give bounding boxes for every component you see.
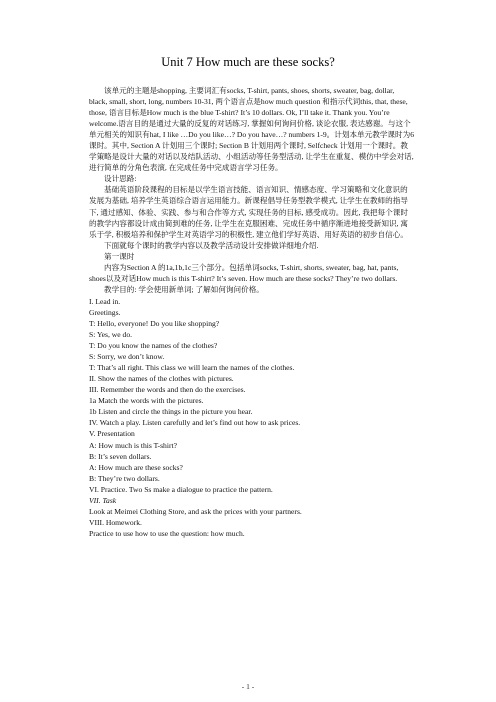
dialogue-line: T: Hello, everyone! Do you like shopping? bbox=[89, 318, 220, 328]
step-heading: VII. Task bbox=[89, 495, 117, 505]
paragraph-design-idea: 基础英语阶段课程的目标是以学生语言技能、语言知识、情感态度、学习策略和文化意识的发展为基础, 培养学生英语综合语言运用能力。新课程倡导任务型教学模式, 让学生在教师的指导下, 通过感知、体验、实践、参与和合作等方式, 实现任务的目标, 感受成功。因此, 我把每个课时的教学内容都设计成由简到难的任务, 让学生在克服困难、完成任务中循序渐进地接受新知识, 寓乐于学, 积极培养和保护学生对英语学习的积极性, 建立他们学好英语、用好英语的初步自信心。 bbox=[89, 185, 408, 239]
line-lead-in: I. Lead in. bbox=[89, 296, 121, 306]
step-heading: IV. Watch a play. Listen carefully and let’s find out how to ask prices. bbox=[89, 418, 301, 428]
dialogue-line: A: How much are these socks? bbox=[89, 462, 183, 472]
dialogue-line: B: They’re two dollars. bbox=[89, 473, 160, 483]
exercise-line: 1a Match the words with the pictures. bbox=[89, 396, 204, 406]
document-body bbox=[89, 85, 414, 539]
page-title: Unit 7 How much are these socks? bbox=[161, 55, 335, 69]
line-greetings: Greetings. bbox=[89, 307, 121, 317]
paragraph-design-heading: 设计思路: bbox=[104, 174, 137, 184]
dialogue-line: A: How much is this T-shirt? bbox=[89, 440, 177, 450]
homework-line: Practice to use how to use the question: how much. bbox=[89, 528, 245, 538]
step-heading: VIII. Homework. bbox=[89, 517, 142, 527]
paragraph-lesson-content: 内容为Section A 的1a,1b,1c三个部分。包括单词socks, T-shirt, shorts, sweater, bag, hat, pants, shoes以及对话How much is this T-shirt? It’s seven. How much are these socks? They’re two dollars. bbox=[89, 262, 399, 283]
page-number: - 1 - bbox=[241, 682, 255, 691]
step-heading: II. Show the names of the clothes with pictures. bbox=[89, 374, 234, 384]
paragraph-lesson-goal: 教学目的: 学会使用新单词; 了解如何询问价格。 bbox=[104, 284, 264, 294]
lesson-heading: 第一课时 bbox=[104, 251, 135, 261]
dialogue-line: S: Yes, we do. bbox=[89, 330, 133, 340]
task-line: Look at Meimei Clothing Store, and ask the prices with your partners. bbox=[89, 506, 302, 516]
step-heading: V. Presentation bbox=[89, 429, 135, 439]
exercise-line: 1b Listen and circle the things in the picture you hear. bbox=[89, 407, 253, 417]
step-heading: III. Remember the words and then do the exercises. bbox=[89, 385, 246, 395]
paragraph-intro: 下面就每个课时的教学内容以及教学活动设计安排做详细地介绍. bbox=[104, 240, 319, 250]
step-heading: VI. Practice. Two Ss make a dialogue to practice the pattern. bbox=[89, 484, 273, 494]
dialogue-line: S: Sorry, we don’t know. bbox=[89, 352, 165, 362]
dialogue-line: T: That’s all right. This class we will learn the names of the clothes. bbox=[89, 363, 295, 373]
paragraph-unit-overview: 该单元的主题是shopping, 主要词汇有socks, T-shirt, pants, shoes, shorts, sweater, bag, dollar, black, small, short, long, numbers 10-31, 两个语言点是how much question 和指示代词this, that, these, those, 语言目标是How much is the blue T-shirt? It’s 10 dollars. Ok, I’ll take it. Thank you. You’re welcome.语言目的是通过大量的反复的对话练习, 掌握如何询问价格, 谈论衣服, 表达感谢。与这个单元相关的知识有hat, I like …Do you like…? Do you have…? numbers 1-9。计划本单元教学课时为6课时。其中, Section A 计划用三个课时; Section B 计划用两个课时, Selfcheck 计划用一个课时。教学策略是设计大量的对话以及结队活动、小组活动等任务型活动, 让学生在重复、模仿中学会对话, 进行简单的分角色表演, 在完成任务中完成语言学习任务。 bbox=[89, 86, 415, 173]
dialogue-line: T: Do you know the names of the clothes? bbox=[89, 341, 218, 351]
dialogue-line: B: It’s seven dollars. bbox=[89, 451, 152, 461]
